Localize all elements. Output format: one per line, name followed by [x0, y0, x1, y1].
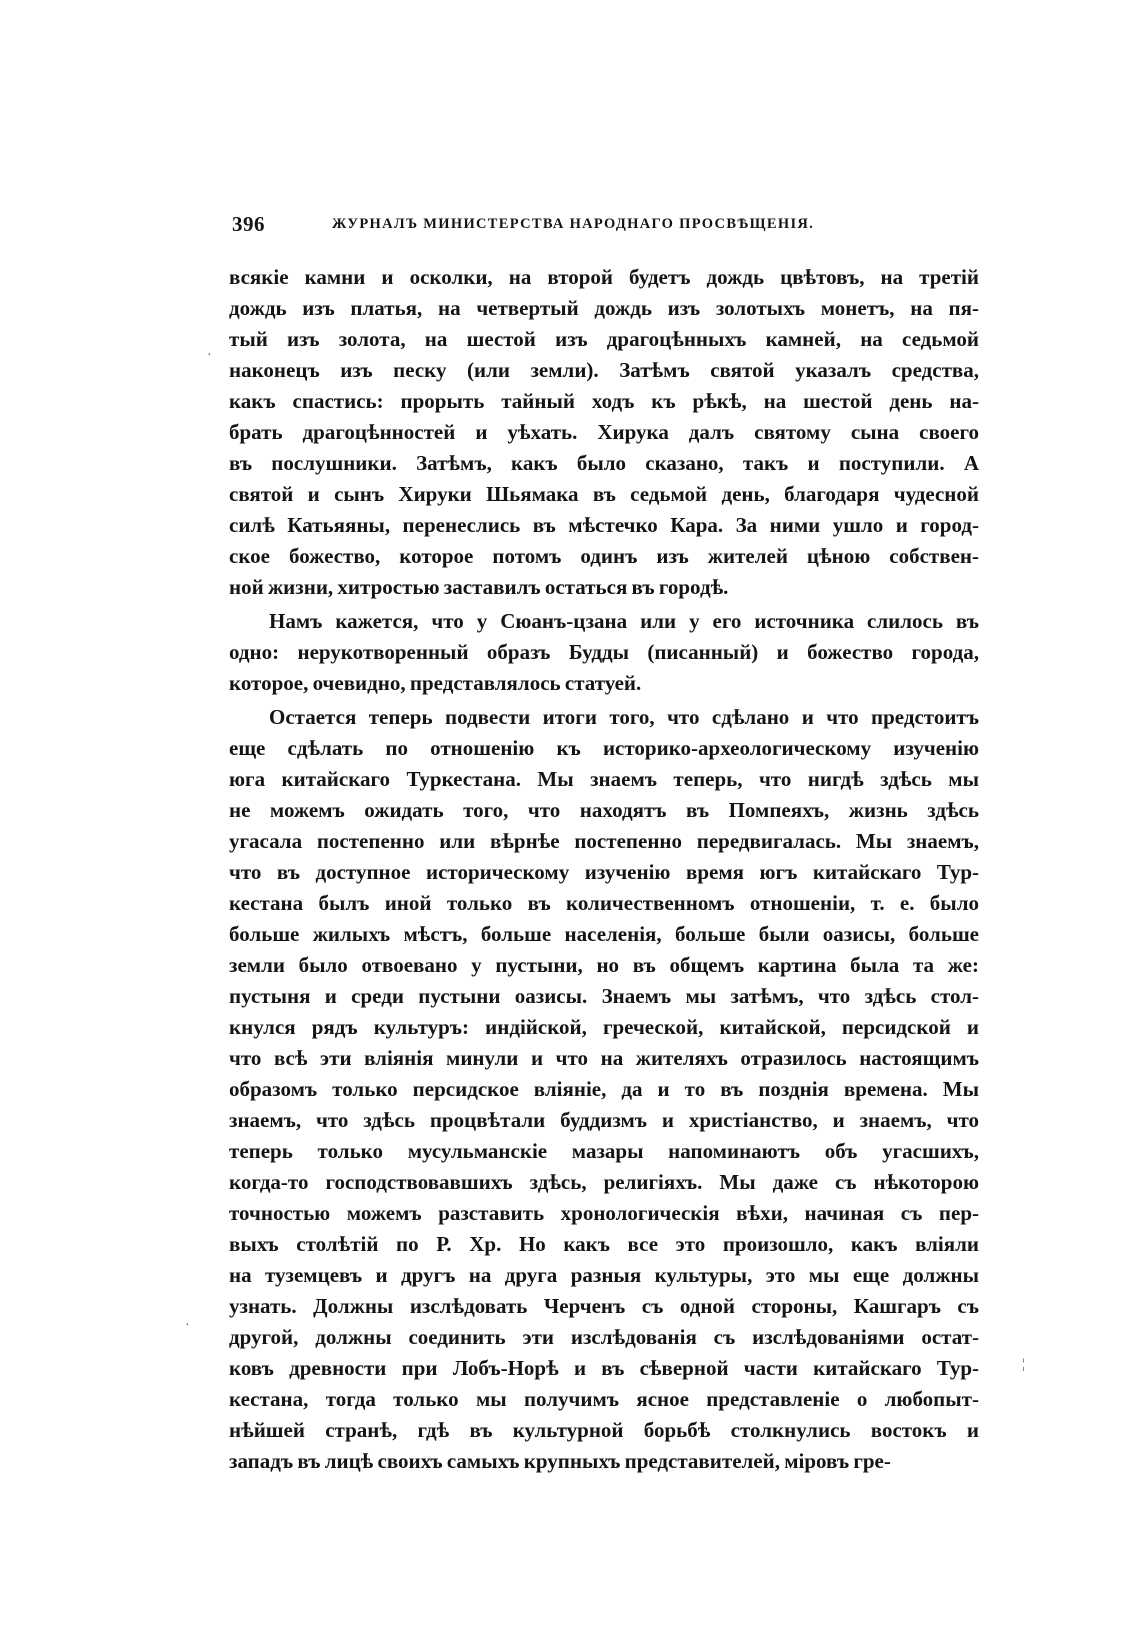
text-line: Остается теперь подвести итоги того, что сдѣлано и что предстоитъ — [269, 705, 979, 729]
text-line: выхъ столѣтій по Р. Хр. Но какъ все это произошло, какъ вліяли — [229, 1232, 979, 1256]
paragraph — [229, 606, 979, 699]
text-line: узнать. Должны изслѣдовать Черченъ съ одной стороны, Кашгаръ съ — [229, 1294, 979, 1318]
paragraph — [229, 262, 979, 603]
text-line: земли было отвоевано у пустыни, но въ общемъ картина была та же: — [229, 953, 979, 977]
text-line: въ послушники. Затѣмъ, какъ было сказано, такъ и поступили. А — [229, 451, 979, 475]
text-line: пустыня и среди пустыни оазисы. Знаемъ мы затѣмъ, что здѣсь стол- — [229, 984, 979, 1008]
text-line: что всѣ эти вліянія минули и что на жителяхъ отразилось настоящимъ — [229, 1046, 979, 1070]
text-line: кестана, тогда только мы получимъ ясное представленіе о любопыт- — [229, 1387, 979, 1411]
text-line: силѣ Катьяяны, перенеслись въ мѣстечко Кара. За ними ушло и город- — [229, 513, 979, 537]
text-line: дождь изъ платья, на четвертый дождь изъ золотыхъ монетъ, на пя- — [229, 296, 979, 320]
text-line: угасала постепенно или вѣрнѣе постепенно передвигалась. Мы знаемъ, — [229, 829, 979, 853]
running-title: ЖУРНАЛЪ МИНИСТЕРСТВА НАРОДНАГО ПРОСВѢЩЕНІЯ. — [332, 216, 815, 232]
page-header — [232, 212, 872, 242]
margin-dot: · — [185, 1318, 190, 1333]
text-line: юга китайскаго Туркестана. Мы знаемъ теперь, что нигдѣ здѣсь мы — [229, 767, 979, 791]
text-line: святой и сынъ Хируки Шьямака въ седьмой день, благодаря чудесной — [229, 482, 979, 506]
text-line: наконецъ изъ песку (или земли). Затѣмъ святой указалъ средства, — [229, 358, 979, 382]
text-line: кнулся рядъ культуръ: индійской, греческой, китайской, персидской и — [229, 1015, 979, 1039]
paragraph — [229, 702, 979, 1477]
text-line: Намъ кажется, что у Сюанъ-цзана или у его источника слилось въ — [269, 609, 979, 633]
text-line: точностью можемъ разставить хронологическія вѣхи, начиная съ пер- — [229, 1201, 979, 1225]
text-line: знаемъ, что здѣсь процвѣтали буддизмъ и христіанство, и знаемъ, что — [229, 1108, 979, 1132]
text-line: всякіе камни и осколки, на второй будетъ дождь цвѣтовъ, на третій — [229, 265, 979, 289]
text-line: которое, очевидно, представлялось статуей. — [229, 671, 642, 695]
text-line: больше жилыхъ мѣстъ, больше населенія, больше были оазисы, больше — [229, 922, 979, 946]
text-line: ной жизни, хитростью заставилъ остаться въ городѣ. — [229, 575, 729, 599]
page-number: 396 — [232, 212, 265, 236]
margin-tick: ¦ — [1022, 1357, 1025, 1372]
page-body-text — [229, 262, 979, 1477]
text-line: на туземцевъ и другъ на друга разныя культуры, это мы еще должны — [229, 1263, 979, 1287]
text-line: образомъ только персидское вліяніе, да и то въ позднія времена. Мы — [229, 1077, 979, 1101]
text-line: западъ въ лицѣ своихъ самыхъ крупныхъ представителей, міровъ гре- — [229, 1449, 891, 1473]
text-line: не можемъ ожидать того, что находятъ въ Помпеяхъ, жизнь здѣсь — [229, 798, 979, 822]
text-line: одно: нерукотворенный образъ Будды (писанный) и божество города, — [229, 640, 979, 664]
margin-dot: · — [207, 348, 212, 363]
text-line: другой, должны соединить эти изслѣдованія съ изслѣдованіями остат- — [229, 1325, 979, 1349]
text-line: какъ спастись: прорыть тайный ходъ къ рѣкѣ, на шестой день на- — [229, 389, 979, 413]
text-line: нѣйшей странѣ, гдѣ въ культурной борьбѣ столкнулись востокъ и — [229, 1418, 979, 1442]
text-line: теперь только мусульманскіе мазары напоминаютъ объ угасшихъ, — [229, 1139, 979, 1163]
text-line: когда-то господствовавшихъ здѣсь, религіяхъ. Мы даже съ нѣкоторою — [229, 1170, 979, 1194]
text-line: ковъ древности при Лобъ-Норѣ и въ сѣверной части китайскаго Тур- — [229, 1356, 979, 1380]
text-line: кестана былъ иной только въ количественномъ отношеніи, т. е. было — [229, 891, 979, 915]
text-line: тый изъ золота, на шестой изъ драгоцѣнныхъ камней, на седьмой — [229, 327, 979, 351]
text-line: ское божество, которое потомъ одинъ изъ жителей цѣною собствен- — [229, 544, 979, 568]
text-line: что въ доступное историческому изученію время югъ китайскаго Тур- — [229, 860, 979, 884]
text-line: еще сдѣлать по отношенію къ историко-археологическому изученію — [229, 736, 979, 760]
text-line: брать драгоцѣнностей и уѣхать. Хирука далъ святому сына своего — [229, 420, 979, 444]
